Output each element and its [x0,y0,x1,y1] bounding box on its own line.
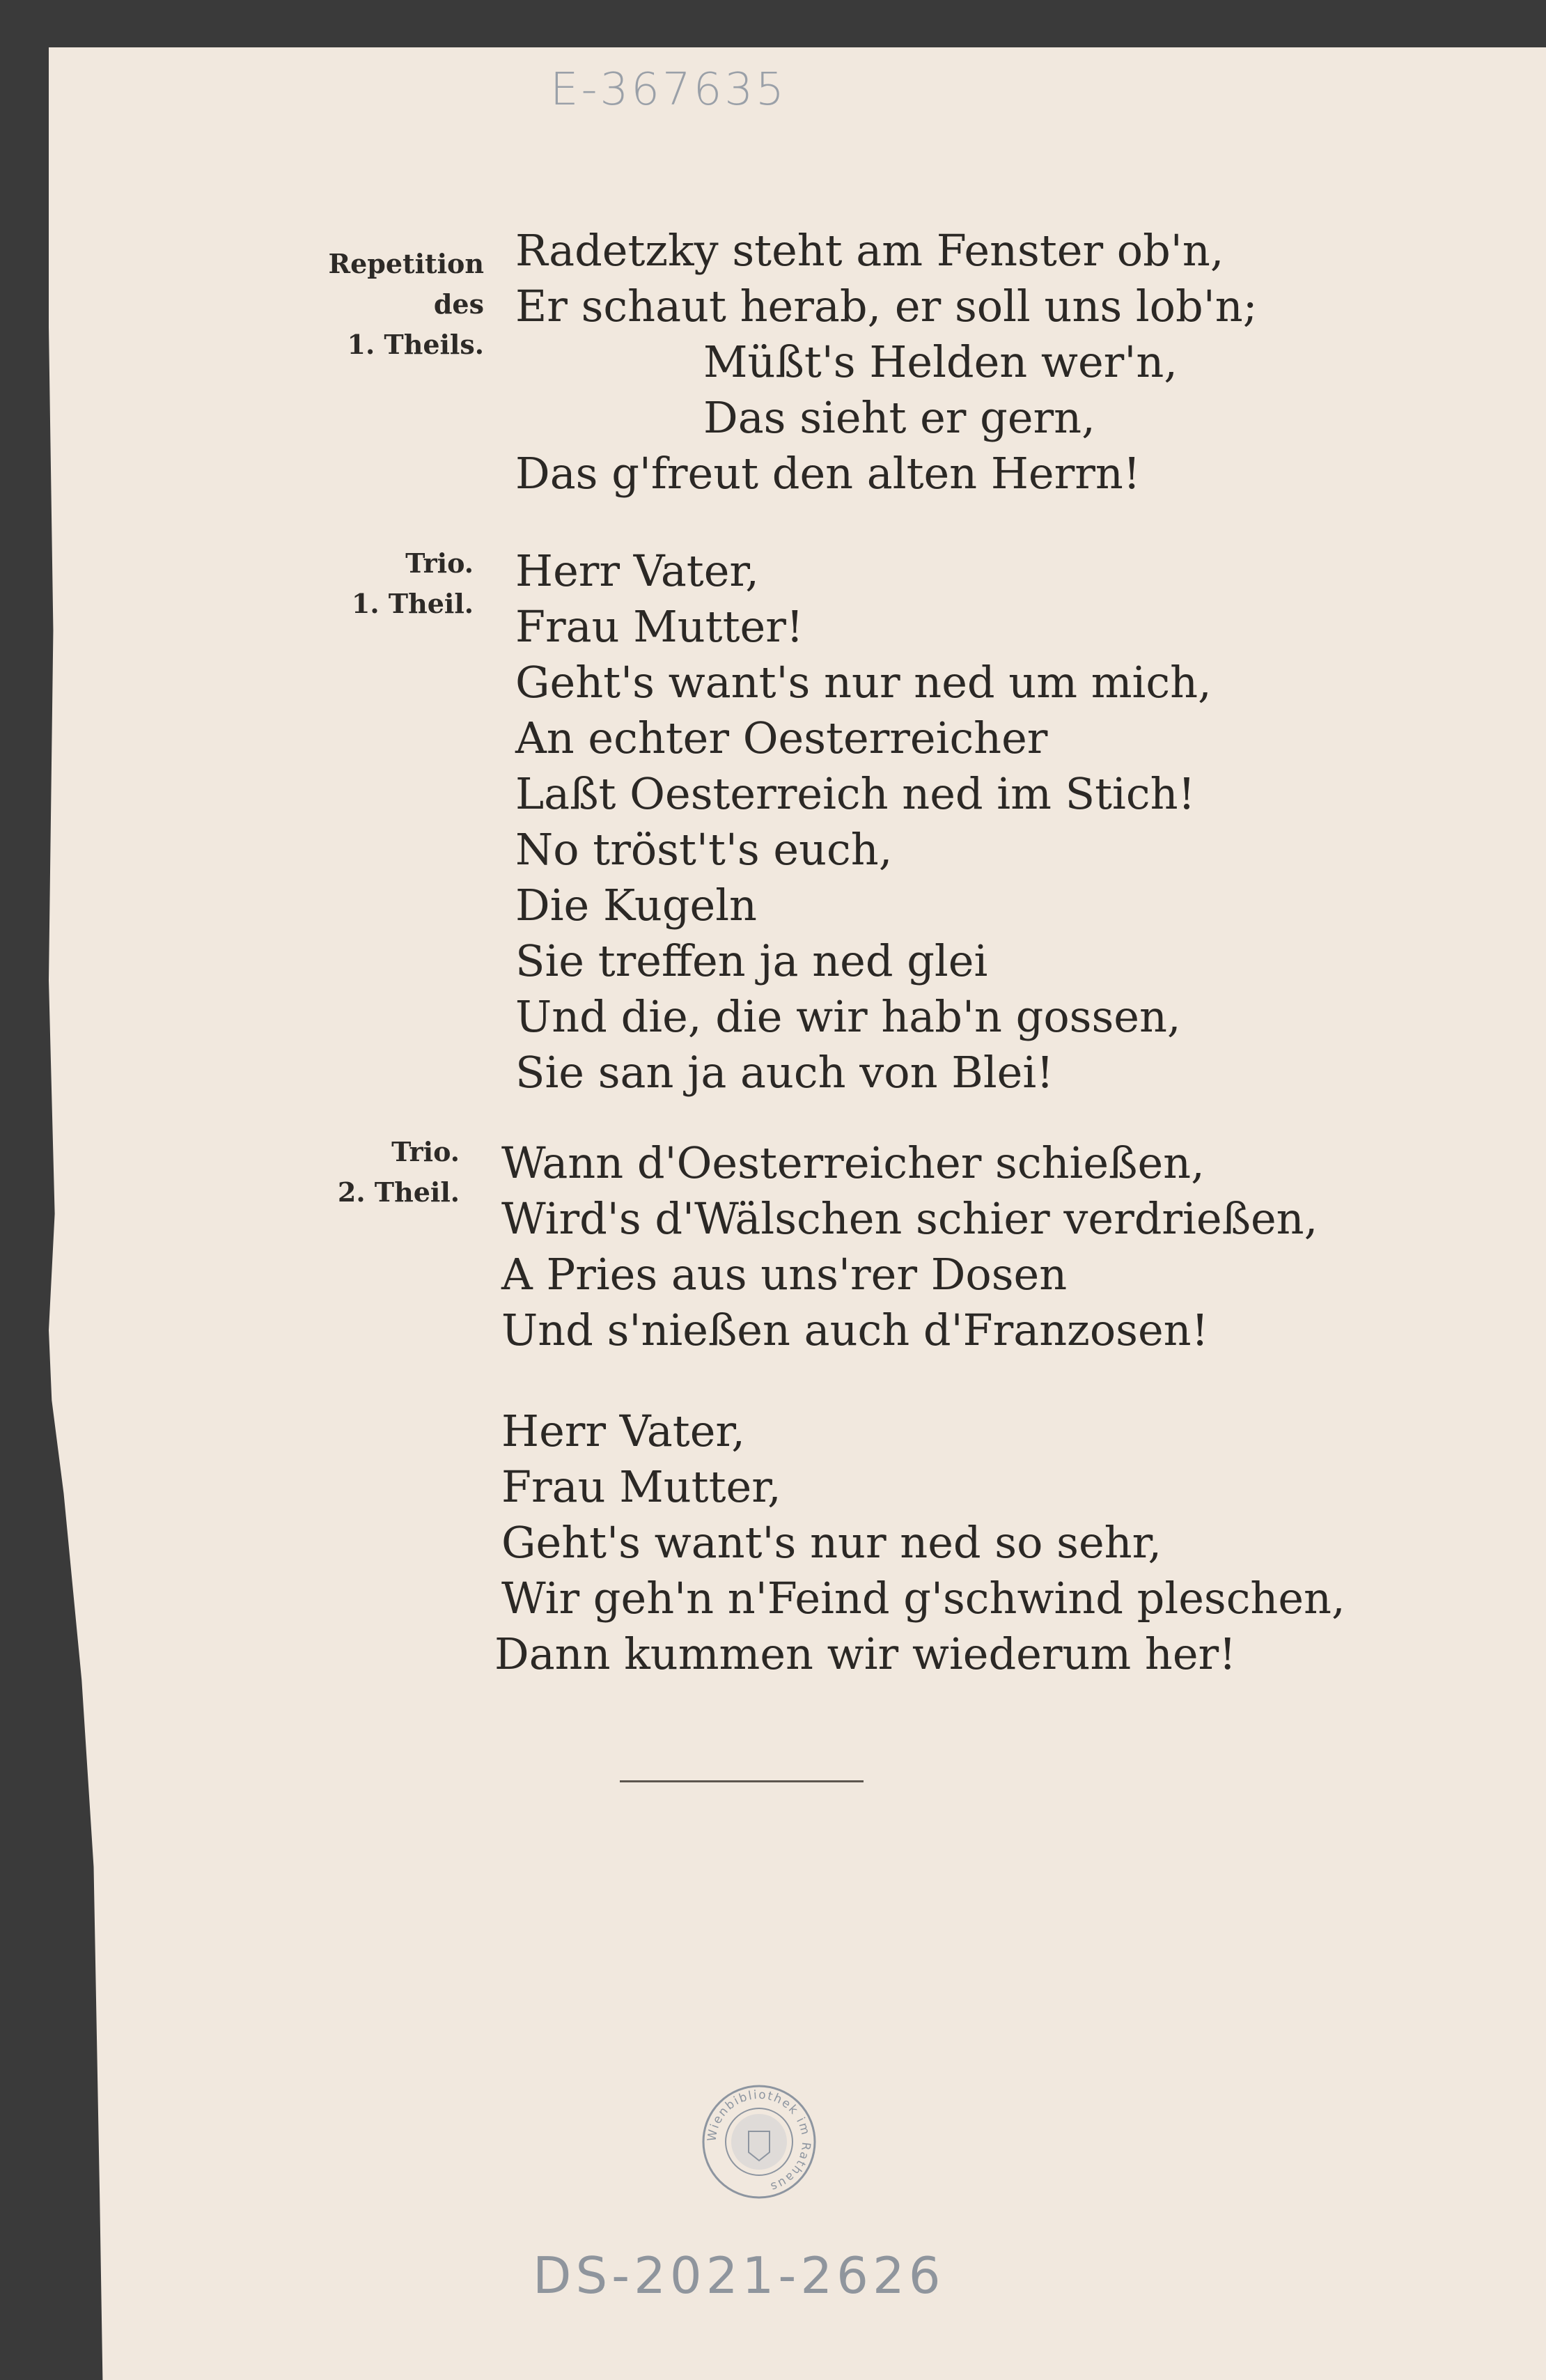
verse-block-trio-2 [501,1135,1318,1358]
verse-line: Herr Vater, [501,1406,745,1456]
verse-line: Das sieht er gern, [703,392,1095,443]
section-label-line: 1. Theil. [351,588,474,619]
verse-line: Dann kummen wir wiederum her! [494,1628,1237,1679]
verse-line: Geht's want's nur ned so sehr, [501,1517,1162,1568]
verse-line: Geht's want's nur ned um mich, [515,657,1212,708]
verse-line: Wird's d'Wälschen schier verdrießen, [501,1193,1318,1244]
section-label-repetition [306,244,484,365]
stamp-text: Wienbibliothek im Rathaus [705,2087,813,2194]
verse-block-repetition [515,223,1258,501]
section-label-line: Repetition des [328,248,484,320]
archive-number: E-367635 [550,64,787,116]
section-label-line: 2. Theil. [337,1176,460,1208]
verse-block-final [494,1403,1345,1682]
verse-line: Sie treffen ja ned glei [515,935,988,986]
verse-line: An echter Oesterreicher [515,713,1048,763]
library-stamp-icon [700,2083,818,2201]
section-label-trio-2 [313,1132,460,1213]
verse-line: Das g'freut den alten Herrn! [515,448,1141,499]
verse-line: Frau Mutter, [501,1461,781,1512]
section-label-line: Trio. [405,547,474,579]
verse-line: Sie san ja auch von Blei! [515,1047,1054,1098]
section-label-line: Trio. [391,1136,460,1167]
shelf-number: DS-2021-2626 [533,2246,945,2305]
verse-block-trio-1 [515,543,1212,1100]
verse-line: Radetzky steht am Fenster ob'n, [515,225,1224,276]
verse-line: Frau Mutter! [515,601,804,652]
verse-line: Die Kugeln [515,880,757,931]
verse-line: Und die, die wir hab'n gossen, [515,991,1181,1042]
section-label-trio-1 [327,543,474,624]
verse-line: Müßt's Helden wer'n, [703,336,1178,387]
divider-rule [620,1780,864,1782]
verse-line: Herr Vater, [515,545,759,596]
verse-line: No tröst't's euch, [515,824,893,875]
verse-line: Er schaut herab, er soll uns lob'n; [515,281,1258,332]
section-label-line: 1. Theils. [347,329,484,360]
verse-line: A Pries aus uns'rer Dosen [501,1249,1068,1300]
verse-line: Laßt Oesterreich ned im Stich! [515,768,1196,819]
verse-line: Und s'nießen auch d'Franzosen! [501,1305,1209,1355]
verse-line: Wann d'Oesterreicher schießen, [501,1137,1205,1188]
verse-line: Wir geh'n n'Feind g'schwind pleschen, [501,1573,1345,1624]
